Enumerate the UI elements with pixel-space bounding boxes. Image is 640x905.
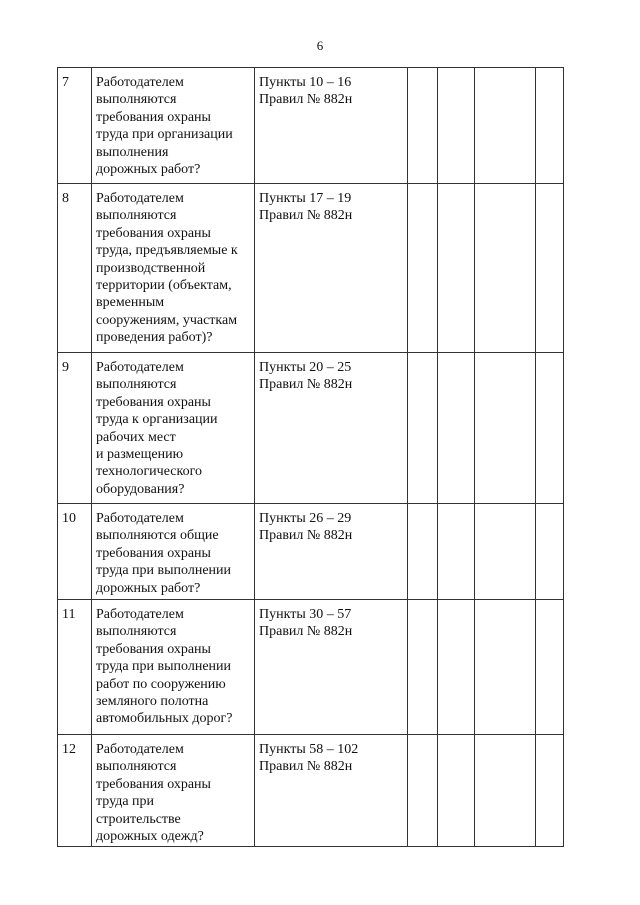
note-cell[interactable] [536,735,564,847]
answer-not-applicable-cell[interactable] [475,504,536,600]
requirement-question [92,600,255,735]
page-number: 6 [316,38,324,53]
note-cell[interactable] [536,184,564,353]
answer-no-cell[interactable] [438,184,475,353]
requirement-text: Работодателем выполняются требования охраны труда к организации рабочих мест и размещению технологического оборудования? [96,360,218,497]
requirement-question [92,735,255,847]
reference-text: Пункты 58 – 102 Правил № 882н [259,742,359,775]
requirement-text: Работодателем выполняются требования охраны труда при организации выполнения дорожных работ? [96,75,233,178]
legal-reference [255,504,408,600]
note-cell[interactable] [536,353,564,504]
table-row [58,184,564,353]
requirement-question [92,504,255,600]
answer-no-cell[interactable] [438,600,475,735]
requirement-text: Работодателем выполняются требования охраны труда при строительстве дорожных одежд? [96,742,211,845]
row-number: 11 [58,600,92,735]
reference-text: Пункты 10 – 16 Правил № 882н [259,75,353,108]
note-cell[interactable] [536,68,564,184]
note-cell[interactable] [536,600,564,735]
legal-reference [255,68,408,184]
answer-yes-cell[interactable] [408,735,438,847]
answer-not-applicable-cell[interactable] [475,353,536,504]
answer-not-applicable-cell[interactable] [475,735,536,847]
row-number: 7 [58,68,92,184]
row-number: 9 [58,353,92,504]
legal-reference [255,735,408,847]
reference-text: Пункты 17 – 19 Правил № 882н [259,191,353,224]
legal-reference [255,353,408,504]
answer-no-cell[interactable] [438,353,475,504]
row-number: 12 [58,735,92,847]
checklist-table [57,67,564,847]
requirement-question [92,184,255,353]
answer-no-cell[interactable] [438,735,475,847]
answer-yes-cell[interactable] [408,353,438,504]
answer-yes-cell[interactable] [408,68,438,184]
answer-no-cell[interactable] [438,504,475,600]
answer-no-cell[interactable] [438,68,475,184]
table-row [58,68,564,184]
table-row [58,735,564,847]
table-row [58,353,564,504]
legal-reference [255,600,408,735]
reference-text: Пункты 30 – 57 Правил № 882н [259,607,353,640]
requirement-text: Работодателем выполняются требования охраны труда, предъявляемые к производственной территории (объектам, временным сооружениям, участкам проведения работ)? [96,191,238,346]
reference-text: Пункты 26 – 29 Правил № 882н [259,511,353,544]
table-row [58,504,564,600]
answer-yes-cell[interactable] [408,600,438,735]
answer-not-applicable-cell[interactable] [475,600,536,735]
requirement-text: Работодателем выполняются требования охраны труда при выполнении работ по сооружению земляного полотна автомобильных дорог? [96,607,233,727]
row-number: 10 [58,504,92,600]
answer-yes-cell[interactable] [408,184,438,353]
note-cell[interactable] [536,504,564,600]
table-row [58,600,564,735]
answer-not-applicable-cell[interactable] [475,184,536,353]
requirement-question [92,353,255,504]
requirement-text: Работодателем выполняются общие требования охраны труда при выполнении дорожных работ? [96,511,232,596]
row-number: 8 [58,184,92,353]
requirement-question [92,68,255,184]
answer-not-applicable-cell[interactable] [475,68,536,184]
legal-reference [255,184,408,353]
answer-yes-cell[interactable] [408,504,438,600]
checklist-rows [58,68,564,847]
reference-text: Пункты 20 – 25 Правил № 882н [259,360,353,393]
